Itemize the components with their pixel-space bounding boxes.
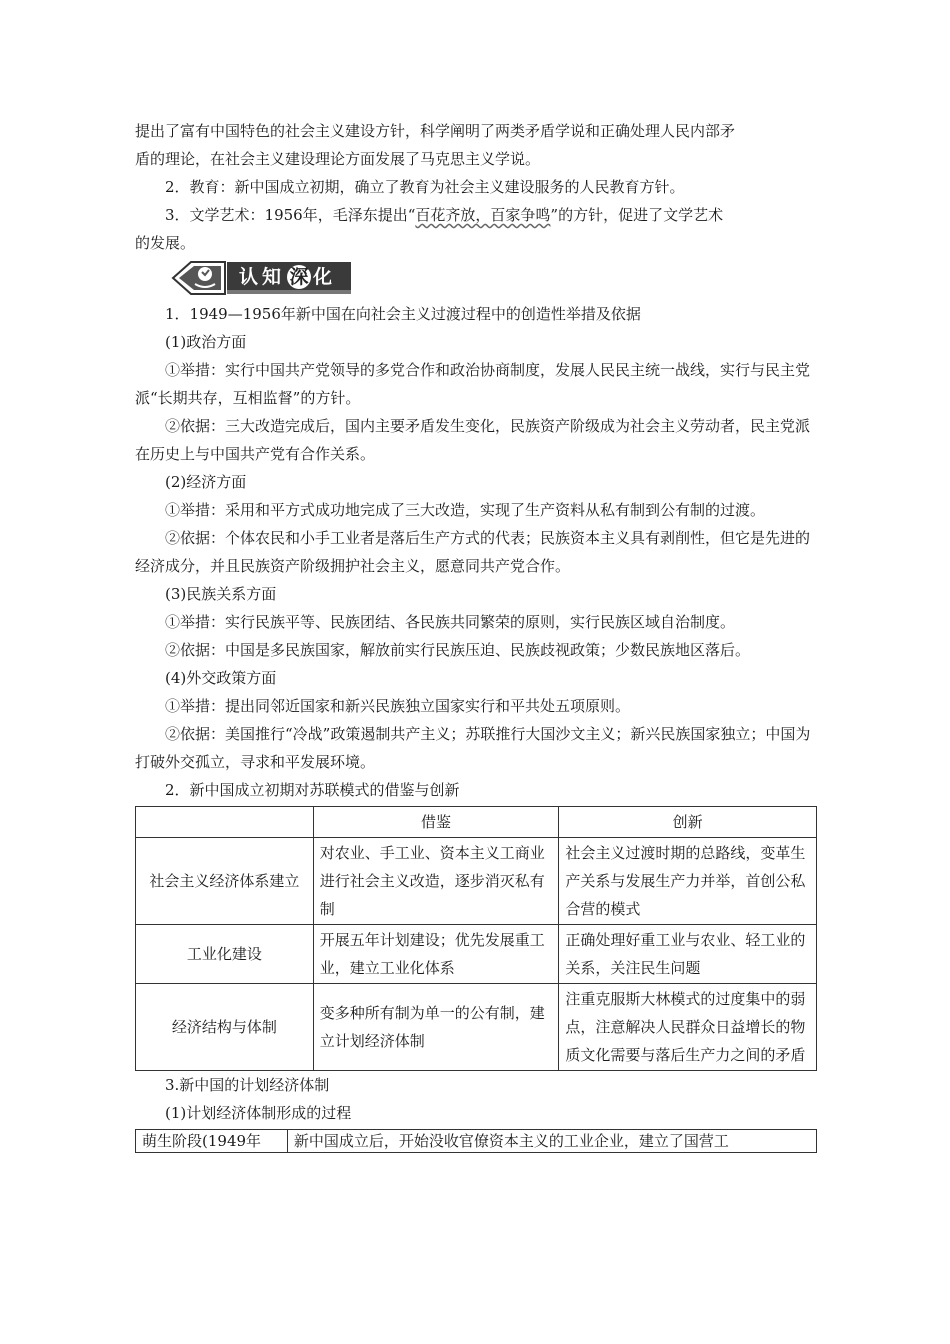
hundred-flowers-quote: 百花齐放，百家争鸣 xyxy=(415,206,551,224)
table-cell: 开展五年计划建设；优先发展重工业，建立工业化体系 xyxy=(313,925,559,984)
table-cell: 正确处理好重工业与农业、轻工业的关系，关注民生问题 xyxy=(559,925,817,984)
section-banner xyxy=(169,260,815,298)
intro-line-1: 提出了富有中国特色的社会主义建设方针，科学阐明了两类矛盾学说和正确处理人民内部矛 xyxy=(135,122,736,140)
table-cell: 对农业、手工业、资本主义工商业进行社会主义改造，逐步消灭私有制 xyxy=(313,838,559,925)
intro-line-2: 盾的理论，在社会主义建设理论方面发展了马克思主义学说。 xyxy=(135,150,541,168)
table-row xyxy=(136,925,817,984)
sec3-subheading: (1)计划经济体制形成的过程 xyxy=(165,1104,352,1122)
table-header-cell xyxy=(136,807,314,838)
education-paragraph: 2．教育：新中国成立初期，确立了教育为社会主义建设服务的人民教育方针。 xyxy=(165,178,685,196)
table-header-cell: 借鉴 xyxy=(313,807,559,838)
sec1-ethnic-measure: ①举措：实行民族平等、民族团结、各民族共同繁荣的原则，实行民族区域自治制度。 xyxy=(165,613,736,631)
sec3-title: 3.新中国的计划经济体制 xyxy=(165,1076,330,1094)
literature-paragraph: 3．文学艺术：1956年，毛泽东提出“百花齐放，百家争鸣”的方针，促进了文学艺术 xyxy=(165,206,724,224)
sec1-title: 1．1949—1956年新中国在向社会主义过渡过程中的创造性举措及依据 xyxy=(165,305,641,323)
banner-title: 认知 深 化 xyxy=(239,266,337,288)
table-row xyxy=(136,1130,817,1153)
sec1-political-measure: ①举措：实行中国共产党领导的多党合作和政治协商制度，发展人民民主统一战线，实行与民主党派“长期共存，互相监督”的方针。 xyxy=(135,361,811,407)
literature-paragraph-end: 的发展。 xyxy=(135,234,196,252)
sec1-economic-measure: ①举措：采用和平方式成功地完成了三大改造，实现了生产资料从私有制到公有制的过渡。 xyxy=(165,501,766,519)
sec1-ethnic-basis: ②依据：中国是多民族国家，解放前实行民族压迫、民族歧视政策；少数民族地区落后。 xyxy=(165,641,751,659)
table-cell: 新中国成立后，开始没收官僚资本主义的工业企业，建立了国营工 xyxy=(287,1130,816,1153)
planned-economy-table xyxy=(135,1129,817,1153)
table-header-cell: 创新 xyxy=(559,807,817,838)
sec1-political-heading: (1)政治方面 xyxy=(165,333,247,351)
table-cell: 社会主义过渡时期的总路线，变革生产关系与发展生产力并举，首创公私合营的模式 xyxy=(559,838,817,925)
sec1-ethnic-heading: (3)民族关系方面 xyxy=(165,585,277,603)
sec1-economic-basis: ②依据：个体农民和小手工业者是落后生产方式的代表；民族资本主义具有剥削性，但它是先进的经济成分，并且民族资产阶级拥护社会主义，愿意同共产党合作。 xyxy=(135,529,811,575)
table-cell: 经济结构与体制 xyxy=(136,984,314,1071)
table-cell: 工业化建设 xyxy=(136,925,314,984)
table-row xyxy=(136,838,817,925)
sec1-economic-heading: (2)经济方面 xyxy=(165,473,247,491)
sec2-title: 2．新中国成立初期对苏联模式的借鉴与创新 xyxy=(165,781,460,799)
table-cell: 萌生阶段(1949年 xyxy=(136,1130,288,1153)
sec1-foreign-measure: ①举措：提出同邻近国家和新兴民族独立国家实行和平共处五项原则。 xyxy=(165,697,631,715)
document-page xyxy=(135,117,815,1153)
table-cell: 变多种所有制为单一的公有制，建立计划经济体制 xyxy=(313,984,559,1071)
comparison-table xyxy=(135,806,817,1071)
table-row xyxy=(136,984,817,1071)
table-cell: 注重克服斯大林模式的过度集中的弱点，注意解决人民群众日益增长的物质文化需要与落后生产力之间的矛盾 xyxy=(559,984,817,1071)
sec1-foreign-heading: (4)外交政策方面 xyxy=(165,669,277,687)
table-cell: 社会主义经济体系建立 xyxy=(136,838,314,925)
sec1-foreign-basis: ②依据：美国推行“冷战”政策遏制共产主义；苏联推行大国沙文主义；新兴民族国家独立；中国为打破外交孤立，寻求和平发展环境。 xyxy=(135,725,811,771)
sec1-political-basis: ②依据：三大改造完成后，国内主要矛盾发生变化，民族资产阶级成为社会主义劳动者，民主党派在历史上与中国共产党有合作关系。 xyxy=(135,417,811,463)
table-header-row xyxy=(136,807,817,838)
